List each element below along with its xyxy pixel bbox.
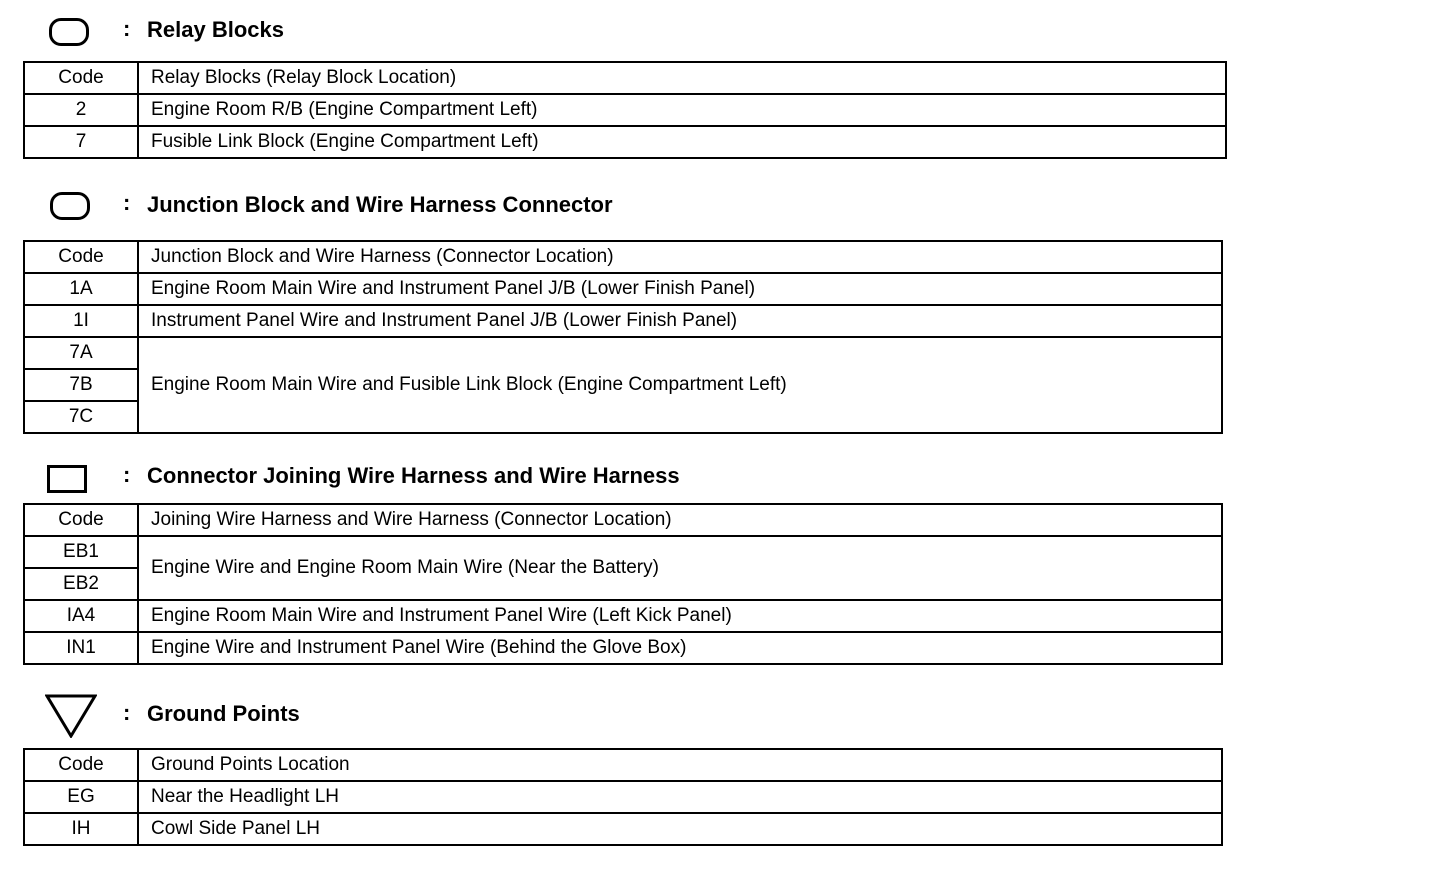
desc-cell: Near the Headlight LH [138,781,1222,813]
ground-points-title: Ground Points [147,701,300,726]
connector-joining-heading [0,456,1300,496]
code-cell: EB2 [24,568,138,600]
table-header-row [24,62,1226,94]
table-header-row [24,749,1222,781]
desc-header: Relay Blocks (Relay Block Location) [138,62,1226,94]
desc-cell: Engine Wire and Instrument Panel Wire (Behind the Glove Box) [138,632,1222,664]
heading-colon: : [123,190,131,215]
desc-cell: Fusible Link Block (Engine Compartment Left) [138,126,1226,158]
desc-cell: Instrument Panel Wire and Instrument Panel J/B (Lower Finish Panel) [138,305,1222,337]
desc-cell: Engine Room Main Wire and Instrument Panel Wire (Left Kick Panel) [138,600,1222,632]
code-cell: 7 [24,126,138,158]
table-row [24,305,1222,337]
code-cell: 2 [24,94,138,126]
rounded-rectangle-icon [49,18,89,46]
desc-cell-merged: Engine Wire and Engine Room Main Wire (Near the Battery) [138,536,1222,600]
code-cell: 1I [24,305,138,337]
ground-points-table [23,748,1223,846]
junction-block-heading [0,186,1300,226]
code-cell: 1A [24,273,138,305]
connector-joining-title: Connector Joining Wire Harness and Wire Harness [147,463,680,488]
table-row [24,273,1222,305]
desc-cell-merged: Engine Room Main Wire and Fusible Link Block (Engine Compartment Left) [138,337,1222,433]
table-row [24,813,1222,845]
code-cell: 7B [24,369,138,401]
junction-block-title: Junction Block and Wire Harness Connector [147,192,613,217]
desc-header: Joining Wire Harness and Wire Harness (Connector Location) [138,504,1222,536]
rounded-rectangle-icon [50,192,90,220]
junction-block-table [23,240,1223,434]
table-row [24,600,1222,632]
table-row [24,536,1222,568]
heading-colon: : [123,700,131,725]
code-cell: EG [24,781,138,813]
code-header: Code [24,504,138,536]
table-row [24,781,1222,813]
table-row [24,337,1222,369]
desc-cell: Engine Room R/B (Engine Compartment Left) [138,94,1226,126]
relay-blocks-title: Relay Blocks [147,17,284,42]
relay-blocks-table [23,61,1227,159]
code-cell: EB1 [24,536,138,568]
desc-cell: Cowl Side Panel LH [138,813,1222,845]
connector-joining-table [23,503,1223,665]
code-cell: 7C [24,401,138,433]
code-header: Code [24,62,138,94]
desc-header: Ground Points Location [138,749,1222,781]
table-row [24,632,1222,664]
code-cell: IA4 [24,600,138,632]
code-header: Code [24,241,138,273]
code-header: Code [24,749,138,781]
code-cell: IN1 [24,632,138,664]
heading-colon: : [123,16,131,41]
table-row [24,94,1226,126]
triangle-down-icon [45,694,97,738]
code-cell: IH [24,813,138,845]
table-row [24,126,1226,158]
square-icon [47,465,87,493]
code-cell: 7A [24,337,138,369]
heading-colon: : [123,462,131,487]
table-header-row [24,241,1222,273]
relay-blocks-heading [0,12,1300,52]
desc-cell: Engine Room Main Wire and Instrument Panel J/B (Lower Finish Panel) [138,273,1222,305]
desc-header: Junction Block and Wire Harness (Connector Location) [138,241,1222,273]
table-header-row [24,504,1222,536]
ground-points-heading [0,692,1300,732]
